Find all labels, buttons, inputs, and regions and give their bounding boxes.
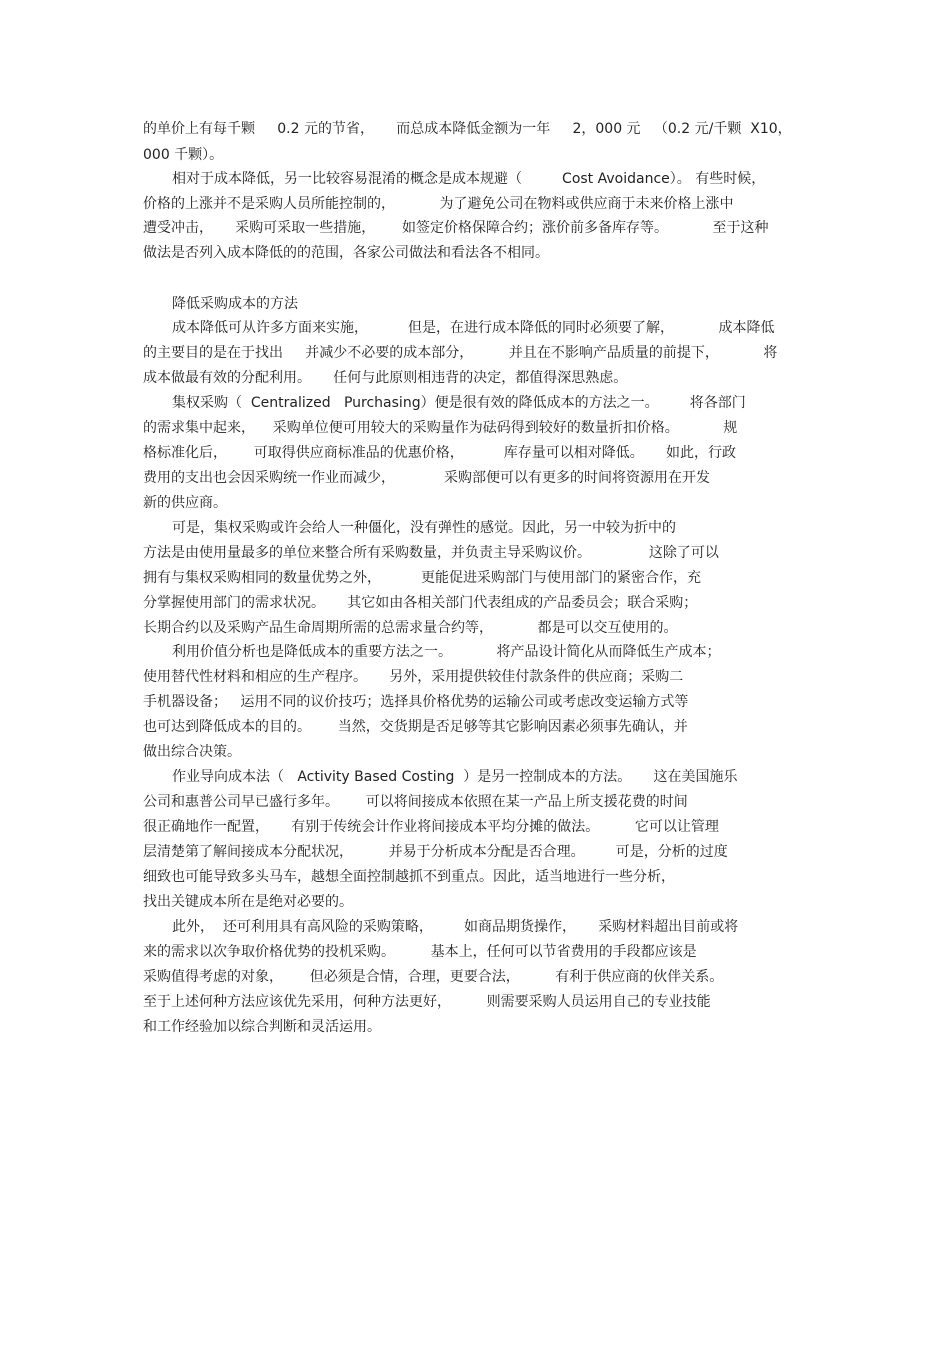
text-line: 也可达到降低成本的目的。 当然，交货期是否足够等其它影响因素必须事先确认，并	[143, 719, 688, 735]
text-line: 拥有与集权采购相同的数量优势之外， 更能促进采购部门与使用部门的紧密合作，充	[143, 570, 702, 586]
text-line: 的单价上有每千颗 0.2 元的节省， 而总成本降低金额为一年 2，000 元 （0.2 元/千颗 X10，	[143, 121, 792, 137]
text-line: 采购值得考虑的对象， 但必须是合情，合理，更要合法， 有利于供应商的伙伴关系。	[143, 969, 724, 985]
text-line: 细致也可能导致多头马车，越想全面控制越抓不到重点。因此，适当地进行一些分析，	[143, 869, 675, 885]
text-line: 层清楚第了解间接成本分配状况， 并易于分析成本分配是否合理。 可是，分析的过度	[143, 844, 728, 860]
text-line: 此外， 还可利用具有高风险的采购策略， 如商品期货操作， 采购材料超出目前或将	[172, 919, 739, 935]
text-line: 长期合约以及采购产品生命周期所需的总需求量合约等， 都是可以交互使用的。	[143, 620, 678, 636]
text-line: 至于上述何种方法应该优先采用，何种方法更好， 则需要采购人员运用自己的专业技能	[143, 994, 711, 1010]
text-line: 手机器设备； 运用不同的议价技巧；选择具价格优势的运输公司或考虑改变运输方式等	[143, 694, 689, 710]
text-line: 格标准化后， 可取得供应商标准品的优惠价格， 库存量可以相对降低。 如此，行政	[143, 445, 737, 461]
text-line: 相对于成本降低，另一比较容易混淆的概念是成本规避（ Cost Avoidance）。 有些时候，	[172, 171, 766, 187]
text-line: 000 千颗）。	[143, 147, 224, 163]
text-line: 遭受冲击， 采购可采取一些措施， 如签定价格保障合约；涨价前多备库存等。 至于这种	[143, 220, 769, 236]
text-line: 使用替代性材料和相应的生产程序。 另外，采用提供较佳付款条件的供应商；采购二	[143, 669, 684, 685]
text-line: 很正确地作一配置， 有别于传统会计作业将间接成本平均分摊的做法。 它可以让管理	[143, 819, 719, 835]
text-line: 新的供应商。	[143, 495, 227, 511]
text-line: 作业导向成本法（ Activity Based Costing ）是另一控制成本的方法。 这在美国施乐	[172, 769, 738, 785]
text-line: 和工作经验加以综合判断和灵活运用。	[143, 1019, 381, 1035]
text-line: 做出综合决策。	[143, 744, 241, 760]
text-line: 价格的上涨并不是采购人员所能控制的， 为了避免公司在物料或供应商于未来价格上涨中	[143, 196, 734, 212]
text-line: 的需求集中起来， 采购单位便可用较大的采购量作为砝码得到较好的数量折扣价格。 规	[143, 420, 738, 436]
text-line: 做法是否列入成本降低的的范围，各家公司做法和看法各不相同。	[143, 245, 549, 261]
text-line: 分掌握使用部门的需求状况。 其它如由各相关部门代表组成的产品委员会；联合采购；	[143, 595, 698, 611]
text-line: 找出关键成本所在是绝对必要的。	[143, 894, 353, 910]
text-line: 集权采购（ Centralized Purchasing）便是很有效的降低成本的方法之一。 将各部门	[172, 395, 746, 411]
text-line: 可是，集权采购或许会给人一种僵化，没有弹性的感觉。因此，另一中较为折中的	[172, 520, 676, 536]
text-line: 的主要目的是在于找出 并减少不必要的成本部分， 并且在不影响产品质量的前提下， 将	[143, 345, 778, 361]
text-line: 来的需求以次争取价格优势的投机采购。 基本上，任何可以节省费用的手段都应该是	[143, 944, 697, 960]
text-line: 方法是由使用量最多的单位来整合所有采购数量，并负责主导采购议价。 这除了可以	[143, 545, 719, 561]
text-line: 成本做最有效的分配利用。 任何与此原则相违背的决定，都值得深思熟虑。	[143, 370, 628, 386]
text-line: 费用的支出也会因采购统一作业而减少， 采购部便可以有更多的时间将资源用在开发	[143, 470, 710, 486]
text-line: 成本降低可从许多方面来实施， 但是，在进行成本降低的同时必须要了解， 成本降低	[172, 320, 775, 336]
text-line: 利用价值分析也是降低成本的重要方法之一。 将产品设计简化从而降低生产成本；	[172, 644, 721, 660]
section-heading: 降低采购成本的方法	[172, 296, 298, 312]
text-line: 公司和惠普公司早已盛行多年。 可以将间接成本依照在某一产品上所支援花费的时间	[143, 794, 688, 810]
